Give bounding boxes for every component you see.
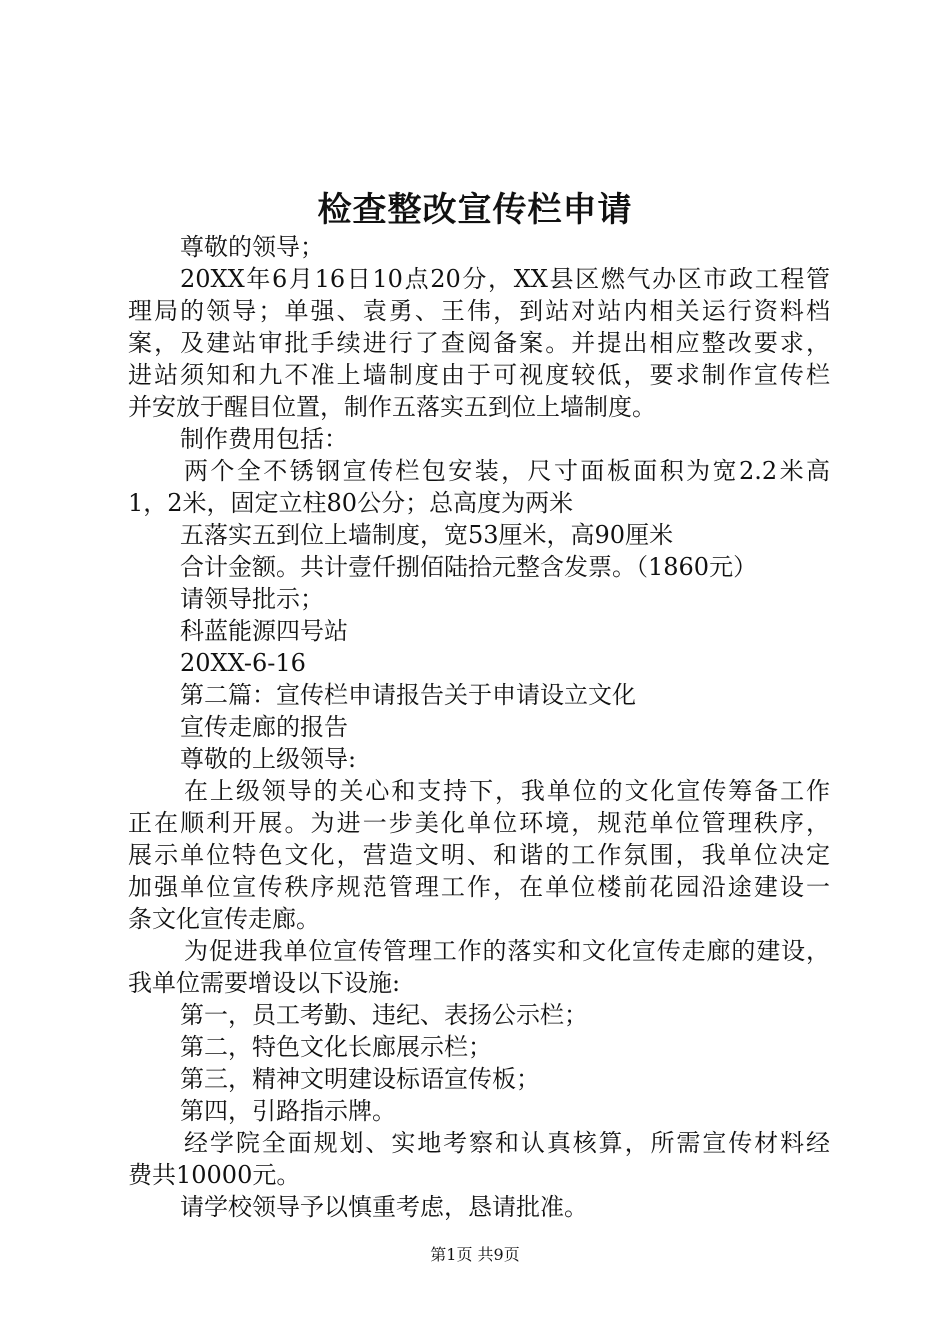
paragraph-line: 1，2米，固定立柱80公分；总高度为两米	[128, 489, 574, 517]
paragraph-line: 两个全不锈钢宣传栏包安装，尺寸面板面积为宽2.2米高	[184, 457, 830, 485]
paragraph-line: 进站须知和九不准上墙制度由于可视度较低，要求制作宣传栏	[128, 361, 830, 389]
paragraph-line: 在上级领导的关心和支持下，我单位的文化宣传筹备工作	[184, 777, 830, 805]
page-footer: 第1页 共9页	[430, 1245, 520, 1264]
list-item: 第一，员工考勤、违纪、表扬公示栏；	[180, 1001, 588, 1029]
paragraph-line: 案，及建站审批手续进行了查阅备案。并提出相应整改要求，	[128, 329, 830, 357]
section-heading: 宣传走廊的报告	[180, 713, 348, 741]
paragraph-line: 条文化宣传走廊。	[128, 905, 320, 933]
list-item: 第二，特色文化长廊展示栏；	[180, 1033, 492, 1061]
paragraph-line: 并安放于醒目位置，制作五落实五到位上墙制度。	[128, 393, 656, 421]
paragraph-line: 五落实五到位上墙制度，宽53厘米，高90厘米	[180, 521, 674, 549]
signature-line: 科蓝能源四号站	[180, 617, 348, 645]
paragraph-line: 理局的领导；单强、袁勇、王伟，到站对站内相关运行资料档	[128, 297, 830, 325]
paragraph-line: 请学校领导予以慎重考虑，恳请批准。	[180, 1193, 588, 1221]
paragraph-line: 经学院全面规划、实地考察和认真核算，所需宣传材料经	[184, 1129, 830, 1157]
salutation: 尊敬的领导；	[180, 233, 324, 261]
paragraph-line: 请领导批示；	[180, 585, 324, 613]
list-item: 第四，引路指示牌。	[180, 1097, 396, 1125]
document-title: 检查整改宣传栏申请	[317, 190, 633, 230]
paragraph-line: 费共10000元。	[128, 1161, 301, 1189]
paragraph-line: 展示单位特色文化，营造文明、和谐的工作氛围，我单位决定	[128, 841, 830, 869]
date-line: 20XX-6-16	[180, 649, 306, 677]
paragraph-line: 为促进我单位宣传管理工作的落实和文化宣传走廊的建设，	[184, 937, 830, 965]
paragraph-line: 20XX年6月16日10点20分，XX县区燃气办区市政工程管	[180, 265, 830, 293]
paragraph-line: 正在顺利开展。为进一步美化单位环境，规范单位管理秩序，	[128, 809, 830, 837]
paragraph-line: 加强单位宣传秩序规范管理工作，在单位楼前花园沿途建设一	[128, 873, 830, 901]
paragraph-line: 制作费用包括：	[180, 425, 348, 453]
paragraph-line: 我单位需要增设以下设施:	[128, 969, 401, 997]
section-heading: 第二篇：宣传栏申请报告关于申请设立文化	[180, 681, 636, 709]
salutation: 尊敬的上级领导:	[180, 745, 357, 773]
paragraph-line: 合计金额。共计壹仟捌佰陆拾元整含发票。（1860元）	[180, 553, 758, 581]
list-item: 第三，精神文明建设标语宣传板；	[180, 1065, 540, 1093]
